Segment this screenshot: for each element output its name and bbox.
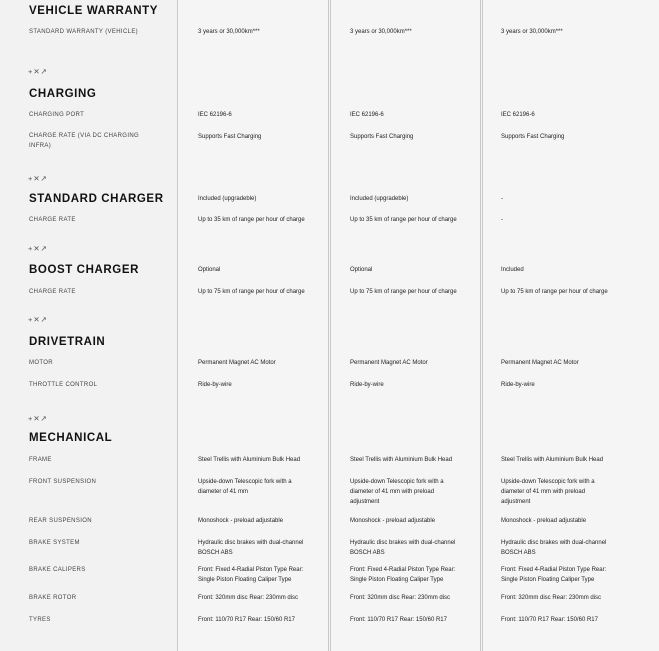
row-value: Steel Trellis with Aluminium Bulk Head: [350, 457, 453, 463]
row-value: Included: [501, 267, 524, 273]
row-value: 3 years or 30,000km***: [350, 29, 412, 35]
row-value: Permanent Magnet AC Motor: [350, 360, 428, 366]
row-label: BRAKE ROTOR: [29, 595, 77, 601]
row-value: Hydraulic disc brakes with dual-channel BOSCH ABS: [350, 540, 456, 556]
section-actions-icon[interactable]: +✕↗: [28, 414, 48, 423]
row-value: Up to 75 km of range per hour of charge: [350, 289, 457, 295]
row-value: Up to 35 km of range per hour of charge: [198, 217, 305, 223]
row-value: Front: 110/70 R17 Rear: 150/60 R17: [501, 617, 598, 623]
row-value: Supports Fast Charging: [350, 134, 414, 140]
row-value: Ride-by-wire: [198, 382, 232, 388]
row-value: 3 years or 30,000km***: [198, 29, 260, 35]
row-value: Hydraulic disc brakes with dual-channel BOSCH ABS: [501, 540, 607, 556]
row-value: Permanent Magnet AC Motor: [198, 360, 276, 366]
row-value: -: [501, 217, 503, 223]
column-divider: [482, 0, 483, 651]
row-value: Permanent Magnet AC Motor: [501, 360, 579, 366]
row-label: FRAME: [29, 457, 52, 463]
section-title-charging: CHARGING: [29, 88, 97, 100]
row-value: Upside-down Telescopic fork with a diameter of 41 mm with preload adjustment: [501, 479, 595, 505]
row-value: Hydraulic disc brakes with dual-channel BOSCH ABS: [198, 540, 304, 556]
row-value: Included (upgradeble): [350, 196, 409, 202]
section-title-vehicle-warranty: VEHICLE WARRANTY: [29, 5, 159, 17]
row-value: Front: 110/70 R17 Rear: 150/60 R17: [350, 617, 447, 623]
row-value: Monoshock - preload adjustable: [198, 518, 284, 524]
row-label: STANDARD WARRANTY (VEHICLE): [29, 29, 139, 35]
row-value: Front: Fixed 4-Radial Piston Type Rear: Single Piston Floating Caliper Type: [198, 567, 304, 583]
row-label: MOTOR: [29, 360, 53, 366]
row-label: CHARGE RATE: [29, 217, 76, 223]
row-value: Up to 35 km of range per hour of charge: [350, 217, 457, 223]
section-title-standard-charger: STANDARD CHARGER: [29, 193, 164, 205]
section-actions-icon[interactable]: +✕↗: [28, 315, 48, 324]
row-value: Front: 320mm disc Rear: 230mm disc: [501, 595, 602, 601]
row-value: Front: Fixed 4-Radial Piston Type Rear: Single Piston Floating Caliper Type: [501, 567, 607, 583]
row-value: Upside-down Telescopic fork with a diameter of 41 mm: [198, 479, 292, 495]
section-actions-icon[interactable]: +✕↗: [28, 244, 48, 253]
row-value: Upside-down Telescopic fork with a diameter of 41 mm with preload adjustment: [350, 479, 444, 505]
row-label: THROTTLE CONTROL: [29, 382, 98, 388]
row-value: Up to 75 km of range per hour of charge: [501, 289, 608, 295]
row-value: Front: 320mm disc Rear: 230mm disc: [350, 595, 451, 601]
row-value: Ride-by-wire: [350, 382, 384, 388]
row-label: TYRES: [29, 617, 51, 623]
row-label: CHARGE RATE: [29, 289, 76, 295]
row-label: CHARGE RATE (VIA DC CHARGING INFRA): [29, 133, 140, 149]
row-value: Steel Trellis with Aluminium Bulk Head: [198, 457, 301, 463]
row-value: 3 years or 30,000km***: [501, 29, 563, 35]
row-value: Optional: [350, 267, 373, 273]
section-title-mechanical: MECHANICAL: [29, 432, 113, 444]
column-divider: [480, 0, 481, 651]
row-value: IEC 62196-6: [198, 112, 232, 118]
row-value: IEC 62196-6: [350, 112, 384, 118]
column-divider: [177, 0, 178, 651]
row-label: BRAKE CALIPERS: [29, 567, 86, 573]
row-value: Included (upgradeble): [198, 196, 257, 202]
row-value: Supports Fast Charging: [501, 134, 565, 140]
row-value: IEC 62196-6: [501, 112, 535, 118]
section-actions-icon[interactable]: +✕↗: [28, 174, 48, 183]
row-label: REAR SUSPENSION: [29, 518, 92, 524]
column-divider: [330, 0, 331, 651]
section-actions-icon[interactable]: +✕↗: [28, 67, 48, 76]
row-value: Supports Fast Charging: [198, 134, 262, 140]
row-value: Front: Fixed 4-Radial Piston Type Rear: Single Piston Floating Caliper Type: [350, 567, 456, 583]
row-value: Monoshock - preload adjustable: [501, 518, 587, 524]
section-title-drivetrain: DRIVETRAIN: [29, 336, 106, 348]
row-value: Monoshock - preload adjustable: [350, 518, 436, 524]
row-value: Steel Trellis with Aluminium Bulk Head: [501, 457, 604, 463]
row-label: CHARGING PORT: [29, 112, 85, 118]
row-label: FRONT SUSPENSION: [29, 479, 97, 485]
row-value: -: [501, 196, 503, 202]
row-value: Ride-by-wire: [501, 382, 535, 388]
row-value: Front: 110/70 R17 Rear: 150/60 R17: [198, 617, 295, 623]
row-value: Optional: [198, 267, 221, 273]
column-divider: [328, 0, 329, 651]
row-label: BRAKE SYSTEM: [29, 540, 80, 546]
section-title-boost-charger: BOOST CHARGER: [29, 264, 140, 276]
row-value: Up to 75 km of range per hour of charge: [198, 289, 305, 295]
row-value: Front: 320mm disc Rear: 230mm disc: [198, 595, 299, 601]
